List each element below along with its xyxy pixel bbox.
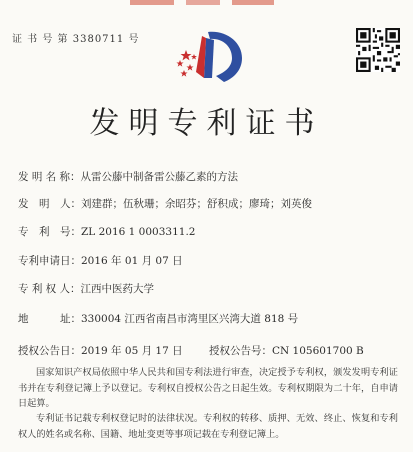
- invention-name-label: 发 明 名 称：: [18, 171, 81, 183]
- filing-date-label: 专利申请日：: [18, 255, 81, 267]
- grant-number: CN 105601700 B: [272, 345, 364, 357]
- grant-number-label: 授权公告号：: [209, 345, 272, 357]
- qr-code-icon: [356, 28, 400, 72]
- filing-date: 2016 年 01 月 07 日: [81, 255, 183, 267]
- seal-fragment-icon: [128, 0, 278, 8]
- patentee-label: 专 利 权 人：: [18, 283, 81, 295]
- grant-number-row: [209, 343, 364, 358]
- legal-status-paragraph: 专利证书记载专利权登记时的法律状况。专利权的转移、质押、无效、终止、恢复和专利权人的姓名或名称、国籍、地址变更等事项记载在专利登记簿上。: [18, 413, 398, 440]
- grant-statement-paragraph: 国家知识产权局依照中华人民共和国专利法进行审查，决定授予专利权，颁发发明专利证书并在专利登记簿上予以登记。专利权自授权公告之日起生效。专利权期限为二十年，自申请日起算。: [18, 367, 398, 409]
- patent-office-logo-icon: [168, 26, 248, 88]
- inventors-label: 发 明 人：: [18, 198, 81, 210]
- address-row: [18, 311, 298, 326]
- invention-name-row: [18, 169, 238, 184]
- address-label: 地 址：: [18, 313, 81, 325]
- address: 330004 江西省南昌市湾里区兴湾大道 818 号: [81, 313, 299, 325]
- filing-date-row: [18, 253, 183, 268]
- inventors-row: [18, 196, 312, 211]
- patentee: 江西中医药大学: [80, 283, 155, 295]
- grant-date: 2019 年 05 月 17 日: [81, 345, 183, 357]
- certificate-number: 证 书 号 第 3380711 号: [12, 34, 140, 45]
- inventors: 刘建群；伍秋珊；余昭芬；舒积成；廖琦；刘英俊: [81, 198, 312, 210]
- patent-number-label: 专 利 号：: [18, 226, 81, 238]
- grant-date-row: [18, 343, 183, 358]
- patentee-row: [18, 281, 154, 296]
- grant-date-label: 授权公告日：: [18, 345, 81, 357]
- patent-number-row: [18, 224, 195, 239]
- certificate-title: 发明专利证书: [89, 106, 324, 141]
- patent-number: ZL 2016 1 0003311.2: [81, 226, 196, 238]
- invention-name: 从雷公藤中制备雷公藤乙素的方法: [80, 171, 239, 183]
